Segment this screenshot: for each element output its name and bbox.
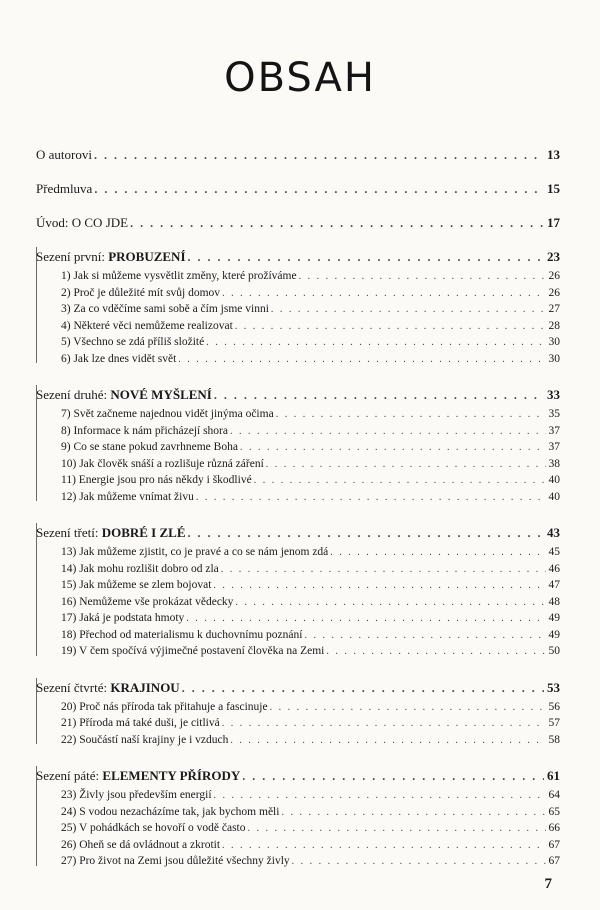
toc-item-label: 3) Za co vděčíme sami sobě a čím jsme vinni (61, 303, 269, 315)
section-page: 23 (547, 249, 560, 264)
toc-entry-uvod[interactable] (36, 213, 560, 233)
toc-entry-o-autorovi[interactable] (36, 145, 560, 165)
toc-item[interactable] (36, 456, 560, 473)
toc-item-page: 65 (548, 805, 560, 818)
section-title: Sezení první: PROBUZENÍ (36, 249, 186, 264)
leader-dots (271, 302, 546, 319)
toc-item[interactable] (36, 285, 560, 302)
toc-item-page: 35 (548, 408, 560, 420)
toc-section-4 (36, 678, 560, 749)
toc-section-heading[interactable] (36, 247, 560, 267)
toc-entry-page: 13 (547, 147, 560, 162)
leader-dots (206, 335, 545, 352)
section-page: 43 (547, 525, 560, 540)
leader-dots (222, 716, 546, 733)
leader-dots (188, 523, 544, 543)
toc-entry-page: 17 (547, 215, 560, 230)
toc-item-label: 18) Přechod od materialismu k duchovnímu poznání (61, 628, 303, 641)
toc-item-label: 15) Jak můžeme se zlem bojovat (61, 579, 212, 591)
leader-dots (94, 179, 544, 199)
toc-item-page: 26 (548, 286, 560, 299)
toc-item[interactable] (36, 610, 560, 627)
toc-item[interactable] (36, 423, 560, 440)
toc-section-5 (36, 766, 560, 870)
toc-item-label: 7) Svět začneme najednou vidět jinýma očima (61, 408, 274, 420)
toc-item-label: 22) Součástí naší krajiny je i vzduch (61, 733, 229, 746)
section-title: Sezení třetí: DOBRÉ I ZLÉ (36, 525, 186, 540)
toc-item-label: 14) Jak mohu rozlišit dobro od zla (61, 562, 219, 575)
toc-section-heading[interactable] (36, 678, 560, 698)
toc-item[interactable] (36, 268, 560, 285)
leader-dots (292, 854, 546, 871)
toc-item-page: 46 (548, 562, 560, 575)
leader-dots (130, 213, 544, 233)
toc-item-page: 30 (548, 336, 560, 348)
toc-item-page: 67 (548, 838, 560, 851)
leader-dots (235, 319, 546, 336)
toc-item-label: 2) Proč je důležité mít svůj domov (61, 286, 221, 299)
leader-dots (240, 440, 546, 457)
toc-item[interactable] (36, 334, 560, 351)
leader-dots (330, 545, 545, 562)
toc-item[interactable] (36, 715, 560, 732)
toc-item[interactable] (36, 643, 560, 660)
toc-item[interactable] (36, 627, 560, 644)
toc-item[interactable] (36, 804, 560, 821)
leader-dots (214, 385, 544, 405)
toc-item[interactable] (36, 318, 560, 335)
toc-section-3 (36, 523, 560, 660)
toc-item-label: 24) S vodou nezacházíme tak, jak bychom měli (61, 805, 280, 818)
leader-dots (196, 490, 546, 507)
toc-section-heading[interactable] (36, 385, 560, 405)
toc-item-page: 48 (548, 595, 560, 608)
leader-dots (235, 595, 545, 612)
section-page: 33 (547, 387, 560, 402)
toc-item-page: 40 (548, 490, 560, 503)
leader-dots (254, 473, 546, 490)
leader-dots (270, 700, 546, 717)
toc-item-page: 45 (548, 546, 560, 558)
table-of-contents (36, 145, 560, 888)
toc-item-label: 13) Jak můžeme zjistit, co je pravé a co se nám jenom zdá (61, 546, 329, 558)
leader-dots (222, 838, 545, 855)
leader-dots (242, 766, 544, 786)
toc-entry-label: Předmluva (36, 181, 93, 196)
toc-item-label: 4) Některé věci nemůžeme realizovat (61, 319, 233, 332)
leader-dots (214, 788, 546, 805)
toc-item[interactable] (36, 732, 560, 749)
page-number: 7 (544, 876, 552, 892)
toc-item[interactable] (36, 837, 560, 854)
toc-section-heading[interactable] (36, 523, 560, 543)
toc-item[interactable] (36, 820, 560, 837)
leader-dots (230, 733, 545, 750)
section-page: 53 (547, 679, 560, 695)
toc-item-label: 25) V pohádkách se hovoří o vodě často (61, 822, 246, 834)
toc-item-label: 10) Jak člověk snáší a rozlišuje různá záření (61, 457, 264, 470)
toc-item-label: 17) Jaká je podstata hmoty (61, 612, 185, 624)
toc-item-label: 16) Nemůžeme vše prokázat vědecky (61, 595, 234, 608)
leader-dots (230, 424, 546, 441)
toc-item-page: 56 (548, 700, 560, 713)
leader-dots (221, 562, 546, 579)
toc-item[interactable] (36, 301, 560, 318)
toc-item-label: 21) Příroda má také duši, je citlivá (61, 717, 220, 729)
section-title: Sezení druhé: NOVÉ MYŠLENÍ (36, 387, 212, 402)
toc-item-label: 11) Energie jsou pro nás někdy i škodlivé (61, 474, 252, 486)
leader-dots (186, 611, 545, 628)
toc-item-label: 8) Informace k nám přicházejí shora (61, 424, 228, 437)
toc-item-page: 49 (548, 628, 560, 641)
toc-item-page: 50 (548, 645, 560, 657)
toc-item-label: 9) Co se stane pokud zavrhneme Boha (61, 441, 238, 453)
leader-dots (248, 821, 546, 838)
leader-dots (178, 352, 545, 369)
toc-item[interactable] (36, 351, 560, 368)
toc-item[interactable] (36, 577, 560, 594)
toc-item[interactable] (36, 853, 560, 870)
leader-dots (266, 457, 546, 474)
toc-entry-label: Úvod: O CO JDE (36, 215, 129, 230)
toc-item-label: 1) Jak si můžeme vysvětlit změny, které prožíváme (61, 270, 297, 282)
toc-item[interactable] (36, 594, 560, 611)
toc-item-page: 57 (548, 717, 560, 729)
toc-item-label: 23) Živly jsou především energií (61, 789, 212, 801)
toc-item[interactable] (36, 699, 560, 716)
toc-item-label: 26) Oheň se dá ovládnout a zkrotit (61, 838, 221, 851)
toc-item-page: 30 (548, 352, 560, 365)
toc-item-page: 66 (548, 822, 560, 834)
leader-dots (304, 628, 545, 645)
leader-dots (182, 678, 544, 698)
toc-item[interactable] (36, 544, 560, 561)
toc-item-label: 20) Proč nás příroda tak přitahuje a fascinuje (61, 700, 268, 713)
toc-entry-predmluva[interactable] (36, 179, 560, 199)
toc-item-page: 40 (548, 474, 560, 486)
toc-item-label: 27) Pro život na Zemi jsou důležité všechny živly (61, 855, 290, 867)
page-title: OBSAH (224, 55, 376, 101)
toc-entry-label: O autorovi (36, 147, 92, 162)
toc-item[interactable] (36, 489, 560, 506)
toc-section-heading[interactable] (36, 766, 560, 786)
toc-item[interactable] (36, 472, 560, 489)
toc-item-page: 67 (548, 855, 560, 867)
section-title: Sezení čtvrté: KRAJINOU (36, 679, 180, 695)
toc-section-2 (36, 385, 560, 505)
toc-section-1 (36, 247, 560, 367)
toc-item[interactable] (36, 439, 560, 456)
toc-item-page: 49 (548, 612, 560, 624)
toc-item-page: 37 (548, 441, 560, 453)
toc-item-page: 27 (548, 303, 560, 315)
leader-dots (299, 269, 546, 286)
leader-dots (281, 805, 545, 822)
toc-item[interactable] (36, 406, 560, 423)
toc-item-page: 47 (548, 579, 560, 591)
toc-item-page: 64 (548, 789, 560, 801)
toc-item[interactable] (36, 787, 560, 804)
section-page: 61 (547, 768, 560, 783)
toc-entry-page: 15 (547, 181, 560, 196)
section-title: Sezení páté: ELEMENTY PŘÍRODY (36, 768, 241, 783)
leader-dots (276, 407, 546, 424)
leader-dots (213, 578, 545, 595)
toc-item-page: 28 (548, 319, 560, 332)
leader-dots (94, 145, 544, 165)
toc-item-label: 6) Jak lze dnes vidět svět (61, 352, 177, 365)
toc-item-label: 19) V čem spočívá výjimečné postavení člověka na Zemi (61, 645, 325, 657)
leader-dots (326, 644, 545, 661)
toc-item-label: 12) Jak můžeme vnímat živu (61, 490, 194, 503)
leader-dots (222, 286, 545, 303)
toc-item-label: 5) Všechno se zdá příliš složité (61, 336, 205, 348)
leader-dots (188, 247, 544, 267)
toc-item-page: 26 (548, 270, 560, 282)
toc-item-page: 58 (548, 733, 560, 746)
toc-item[interactable] (36, 561, 560, 578)
toc-item-page: 38 (548, 457, 560, 470)
toc-item-page: 37 (548, 424, 560, 437)
